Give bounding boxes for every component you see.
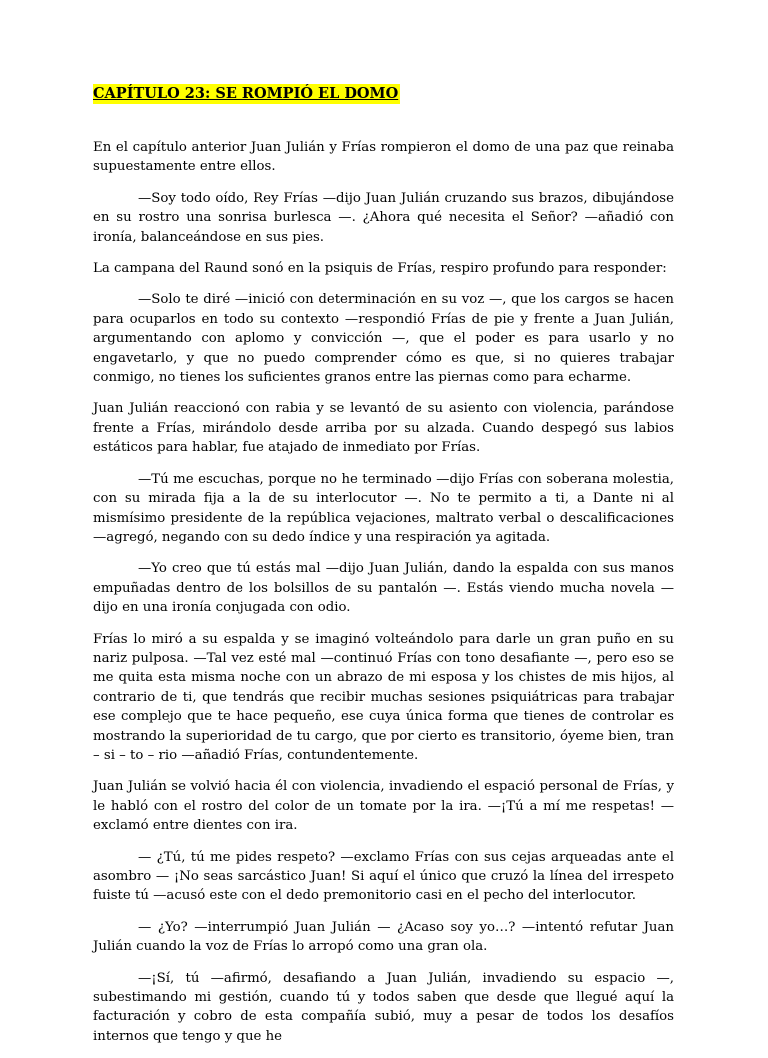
paragraph: —Soy todo oído, Rey Frías —dijo Juan Julián cruzando sus brazos, dibujándose en su rostro una sonrisa burlesca —. ¿Ahora qué necesita el Señor? —añadió con ironía, balanceándose en sus pies.	[93, 190, 674, 245]
paragraph: Juan Julián reaccionó con rabia y se levantó de su asiento con violencia, parándose frente a Frías, mirándolo desde arriba por su alzada. Cuando despegó sus labios estáticos para hablar, fue atajado de inmediato por Frías.	[93, 401, 674, 456]
paragraph: —¡Sí, tú —afirmó, desafiando a Juan Julián, invadiendo su espacio —, subestimando mi gestión, cuando tú y todos saben que desde que llegué aquí la facturación y cobro de esta compañía subió, muy a pesar de todos los desafíos internos que tengo y que he	[93, 970, 674, 1044]
paragraph: —Tú me escuchas, porque no he terminado —dijo Frías con soberana molestia, con su mirada fija a la de su interlocutor —. No te permito a ti, a Dante ni al mismísimo presidente de la república vejaciones, maltrato verbal o descalificaciones —agregó, negando con su dedo índice y una respiración ya agitada.	[93, 471, 674, 545]
paragraph: —Solo te diré —inició con determinación en su voz —, que los cargos se hacen para ocuparlos en todo su contexto —respondió Frías de pie y frente a Juan Julián, argumentando con aplomo y convicción —, que el poder es para usarlo y no engavetarlo, y que no puedo comprender cómo es que, si no quieres trabajar conmigo, no tienes los suficientes granos entre las piernas como para echarme.	[93, 292, 674, 386]
paragraph: —Yo creo que tú estás mal —dijo Juan Julián, dando la espalda con sus manos empuñadas dentro de los bolsillos de su pantalón —. Estás viendo mucha novela —dijo en una ironía conjugada con odio.	[93, 561, 674, 616]
paragraph: Frías lo miró a su espalda y se imaginó volteándolo para darle un gran puño en su nariz pulposa. —Tal vez esté mal —continuó Frías con tono desafiante —, pero eso se me quita esta misma noche con un abrazo de mi esposa y los chistes de mis hijos, al contrario de ti, que tendrás que recibir muchas sesiones psiquiátricas para trabajar ese complejo que te hace pequeño, ese cuya única forma que tienes de controlar es mostrando la superioridad de tu cargo, que por cierto es transitorio, óyeme bien, tran – si – to – rio —añadió Frías, contundentemente.	[93, 631, 674, 763]
paragraph: En el capítulo anterior Juan Julián y Frías rompieron el domo de una paz que reinaba supuestamente entre ellos.	[93, 140, 674, 175]
paragraph: Juan Julián se volvió hacia él con violencia, invadiendo el espació personal de Frías, y le habló con el rostro del color de un tomate por la ira. —¡Tú a mí me respetas! —exclamó entre dientes con ira.	[93, 779, 674, 834]
paragraph: La campana del Raund sonó en la psiquis de Frías, respiro profundo para responder:	[93, 261, 667, 277]
paragraph: — ¿Yo? —interrumpió Juan Julián — ¿Acaso soy yo…? —intentó refutar Juan Julián cuando la voz de Frías lo arropó como una gran ola.	[93, 919, 674, 955]
chapter-title: CAPÍTULO 23: SE ROMPIÓ EL DOMO	[93, 85, 399, 102]
paragraph: — ¿Tú, tú me pides respeto? —exclamo Frías con sus cejas arqueadas ante el asombro — ¡No seas sarcástico Juan! Si aquí el único que cruzó la línea del irrespeto fuiste tú —acusó este con el dedo premonitorio casi en el pecho del interlocutor.	[93, 849, 674, 904]
chapter-body	[93, 138, 674, 1058]
